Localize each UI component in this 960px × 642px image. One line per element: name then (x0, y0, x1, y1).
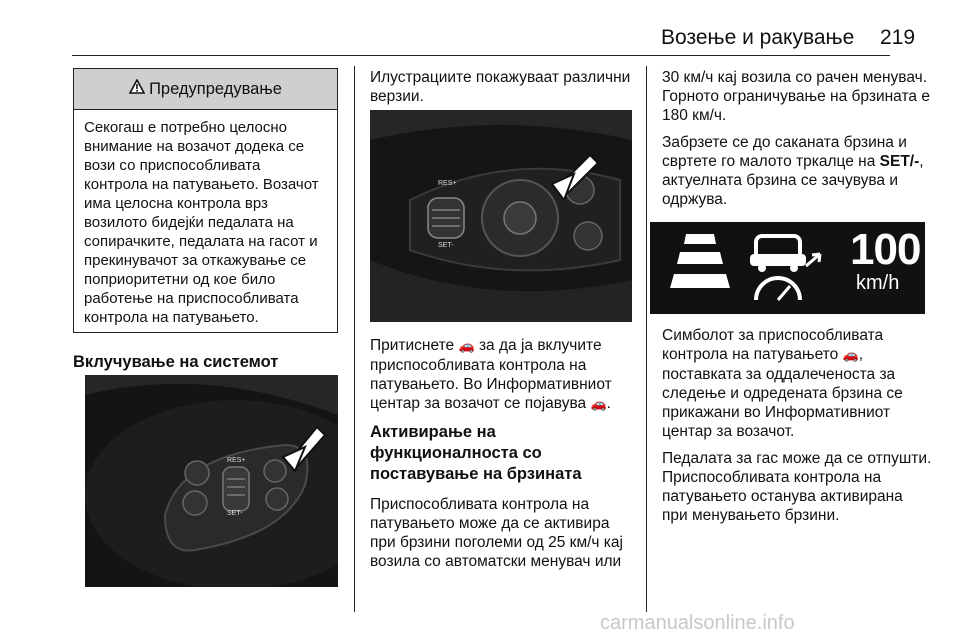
cruise-control-icon: 🚗 (458, 339, 475, 354)
activation-paragraph: Приспособливата контрола на патувањето може да се активира при брзини поголеми од 25 км/ч кај возила со автоматски менувач или (370, 496, 623, 570)
page-number: 219 (880, 26, 916, 49)
cruise-control-icon-2: 🚗 (590, 397, 607, 412)
set-speed-text-b: , актуелната брзина се зачувува и одржува. (662, 153, 924, 208)
set-speed-value: 100 (850, 225, 921, 274)
press-instruction (370, 336, 638, 414)
column-divider-2 (646, 66, 647, 612)
activation-heading: Активирање на функционалноста со поставување на брзината (370, 423, 582, 483)
watermark: carmanualsonline.info (600, 612, 795, 634)
set-speed-paragraph (662, 133, 932, 209)
press-text-2: за да ја вклучите приспособливата контрола на патувањето. Во Информативниот центар за возачот се појавува (370, 337, 612, 412)
steering-wheel-photo-2 (370, 110, 632, 322)
speed-readout (850, 225, 921, 294)
header-rule (72, 55, 890, 56)
speed-limits-paragraph: 30 км/ч кај возила со рачен менувач. Горното ограничување на брзината е 180 км/ч. (662, 69, 930, 124)
set-speed-text-a: Забрзете се до саканата брзина и свртете го малото тркалце на (662, 134, 907, 170)
warning-header (74, 69, 337, 110)
pedal-paragraph: Педалата за гас може да се отпушти. Приспособливата контрола на патувањето останува активирана при менувањето брзини. (662, 450, 932, 524)
column-2 (370, 68, 635, 114)
symbol-text-b: , поставката за оддалеченоста за следење и одредената брзина се прикажани во Информативниот центар за возачот. (662, 346, 903, 440)
symbol-paragraph (662, 326, 932, 441)
set-minus-control: SET/- (879, 153, 920, 170)
res-plus-label-2: RES+ (438, 180, 457, 187)
warning-text: Секогаш е потребно целосно внимание на возачот додека се вози со приспособливата контрола на патувањето. Возачот има целосна контрола врз возилото бидејќи педалата на сопирачките, педалата на гасот и прекинувачот за откажување се поприоритетни од кое било работење на приспособливата контрола на патувањето. (84, 119, 319, 326)
steering-wheel-photo-1 (85, 375, 338, 587)
speed-unit: km/h (856, 272, 900, 294)
column-3-upper (662, 68, 932, 217)
column-2-lower (370, 336, 638, 579)
warning-box (73, 68, 338, 333)
set-minus-label: SET- (227, 510, 243, 517)
warning-title: Предупредување (149, 79, 282, 98)
page-title: Возење и ракување (661, 26, 855, 49)
column-divider-1 (354, 66, 355, 612)
res-plus-label: RES+ (227, 457, 246, 464)
cruise-control-icon-3: 🚗 (842, 348, 859, 363)
section-heading: Вклучување на системот (73, 353, 279, 371)
driver-info-display (650, 222, 925, 314)
column-3-lower (662, 326, 932, 533)
page-header (0, 22, 960, 52)
symbol-text-a: Симболот за приспособливата контрола на патувањето (662, 327, 884, 363)
press-text-3: . (606, 395, 611, 412)
warning-triangle-icon (129, 79, 145, 99)
set-minus-label-2: SET- (438, 242, 454, 249)
illustration-note: Илустрациите покажуваат различни верзии. (370, 69, 631, 105)
press-text-1: Притиснете (370, 337, 459, 354)
